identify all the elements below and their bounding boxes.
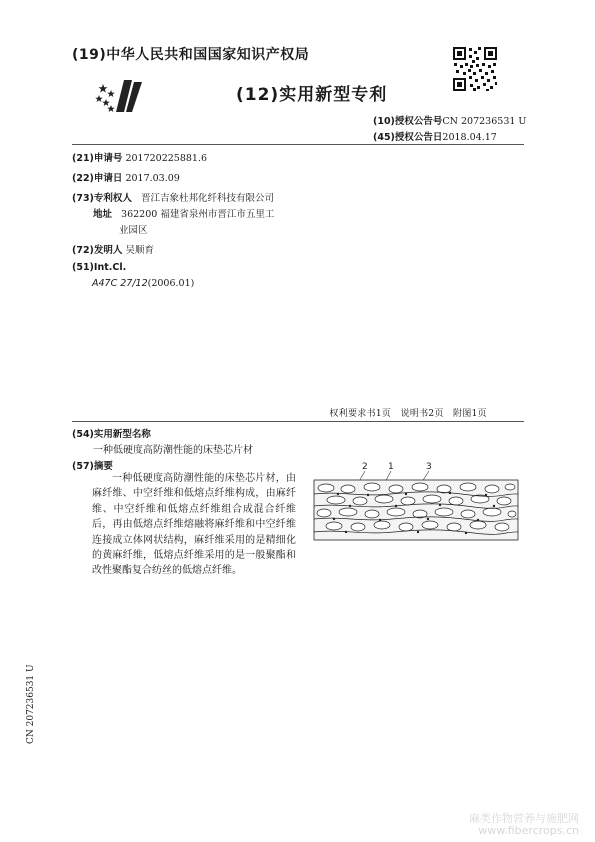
int-classification-code: A47C 27/12: [92, 278, 148, 289]
int-classification-entry: [92, 278, 194, 289]
patent-owner-label: (73)专利权人: [72, 193, 132, 204]
inventor: [72, 242, 154, 256]
application-date: [72, 170, 180, 184]
patent-owner-value: 晋江吉象杜邦化纤科技有限公司: [140, 193, 274, 204]
authority-header: (19)中华人民共和国国家知识产权局: [72, 47, 310, 63]
qr-code-icon: [452, 46, 498, 92]
owner-address: [93, 206, 274, 220]
header-divider: [72, 144, 524, 145]
int-classification: [72, 262, 126, 273]
abstract-label: [72, 458, 113, 472]
owner-address-continued: [119, 222, 148, 236]
publication-number-label: (10)授权公告号: [373, 116, 443, 127]
figure-label-3: 3: [426, 462, 432, 472]
figure-label-2: 2: [362, 462, 368, 472]
page-counts: 权利要求书1页 说明书2页 附图1页: [329, 409, 487, 419]
utility-model-title: 一种低硬度高防潮性能的床垫芯片材: [93, 445, 253, 456]
application-date-label: (22)申请日: [72, 173, 123, 184]
owner-address-label: 地址: [93, 209, 113, 220]
int-classification-label: (51)Int.Cl.: [72, 262, 127, 273]
abstract-text: 一种低硬度高防潮性能的床垫芯片材，由麻纤维、中空纤维和低熔点纤维构成，由麻纤维、中空纤维和低熔点纤维组合成混合纤维后，再由低熔点纤维熔融将麻纤维和中空纤维连接成立体网状结构，麻纤维采用的是精细化的黄麻纤维，低熔点纤维采用的是一般聚酯和改性聚酯复合纺丝的低熔点纤维。: [92, 473, 296, 577]
publication-number: [373, 113, 526, 127]
application-number-value: 201720225881.6: [125, 153, 208, 164]
watermark-site-name: 麻类作物营养与施肥网: [469, 812, 579, 825]
utility-model-title-label: [72, 426, 151, 440]
abstract-section-label: (57)摘要: [72, 461, 113, 472]
application-date-value: 2017.03.09: [125, 173, 180, 184]
figure-label-1: 1: [388, 462, 394, 472]
inventor-value: 吴顺育: [125, 245, 154, 256]
watermark-site-url: www.fibercrops.cn: [478, 824, 579, 837]
publication-date-value: 2018.04.17: [442, 132, 497, 143]
side-patent-number: CN 207236531 U: [26, 664, 36, 744]
counts-divider: [72, 421, 524, 422]
application-number: [72, 150, 207, 164]
int-classification-year: (2006.01): [147, 278, 195, 289]
inventor-label: (72)发明人: [72, 245, 123, 256]
sipo-emblem-icon: [94, 78, 156, 120]
owner-address-line-2: 业园区: [119, 225, 148, 236]
publication-number-value: CN 207236531 U: [442, 116, 527, 127]
patent-type-title: (12)实用新型专利: [236, 85, 388, 105]
publication-date-label: (45)授权公告日: [373, 132, 443, 143]
publication-date: [373, 129, 497, 143]
owner-address-line-1: 362200 福建省泉州市晋江市五里工: [121, 209, 275, 220]
patent-owner: [72, 190, 274, 204]
figure-fiber-layer: [314, 480, 518, 540]
application-number-label: (21)申请号: [72, 153, 123, 164]
title-section-label: (54)实用新型名称: [72, 429, 151, 440]
mattress-core-figure: [310, 458, 522, 546]
